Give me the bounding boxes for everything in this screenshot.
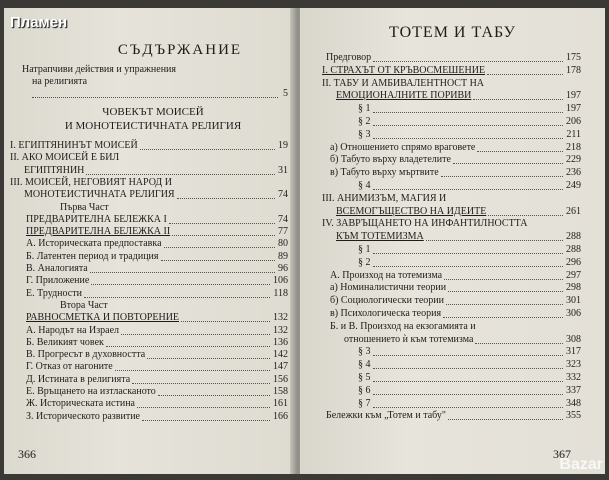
toc-page-number: 147 <box>273 361 288 373</box>
toc-entry <box>322 218 581 230</box>
right-page-number: 367 <box>553 447 571 461</box>
toc-entry-text: КЪМ ТОТЕМИЗМА <box>336 231 424 243</box>
toc-entry <box>10 152 288 164</box>
toc-entry-text: § 2 <box>358 256 371 268</box>
toc-entry-text: Предговор <box>326 52 372 63</box>
toc-entry-text: в) Психологическа теория <box>330 308 442 319</box>
toc-entry <box>26 275 288 287</box>
toc-entry-text: ПРЕДВАРИТЕЛНА БЕЛЕЖКА I <box>26 213 167 225</box>
section-title: ЧОВЕКЪТ МОИСЕЙ <box>102 106 204 118</box>
toc-entry-text: МОНОТЕИСТИЧНАТА РЕЛИГИЯ <box>24 189 175 201</box>
toc-entry <box>26 288 288 300</box>
toc-page-number: 288 <box>566 231 581 243</box>
leader-dots <box>147 358 270 359</box>
leader-dots <box>177 198 275 199</box>
leader-dots <box>373 368 563 369</box>
toc-entry-text: IV. ЗАВРЪЩАНЕТО НА ИНФАНТИЛНОСТТА <box>322 218 528 230</box>
toc-page-number: 355 <box>566 410 581 422</box>
toc-entry <box>336 206 581 218</box>
toc-entry-text: Е. Трудности <box>26 287 82 299</box>
toc-entry <box>10 177 288 189</box>
leader-dots <box>373 381 563 382</box>
leader-dots <box>453 163 563 164</box>
toc-entry <box>358 398 581 410</box>
toc-page-number: 31 <box>278 164 288 176</box>
toc-entry <box>358 359 581 371</box>
contents-title: СЪДЪРЖАНИЕ <box>117 42 243 58</box>
leader-dots <box>444 279 563 280</box>
toc-entry <box>326 410 581 422</box>
left-toc <box>4 8 296 474</box>
toc-page-number: 156 <box>273 373 288 385</box>
toc-entry <box>26 238 288 250</box>
toc-entry-text: III. АНИМИЗЪМ, МАГИЯ И <box>322 192 447 204</box>
toc-entry-text: А. Народът на Израел <box>26 324 120 336</box>
toc-entry <box>358 372 581 384</box>
toc-entry-text: ВСЕМОГЪЩЕСТВО НА ИДЕИТЕ <box>336 205 487 217</box>
toc-page-number: 77 <box>278 226 288 238</box>
toc-entry-text: б) Табуто върху владетелите <box>330 154 451 166</box>
toc-entry <box>358 103 581 115</box>
leader-dots <box>84 297 270 298</box>
leader-dots <box>373 253 563 254</box>
toc-entry <box>330 308 581 320</box>
toc-page-number: 19 <box>278 140 288 151</box>
toc-entry <box>322 193 581 205</box>
leader-dots <box>373 355 563 356</box>
leader-dots <box>477 151 563 152</box>
toc-entry <box>336 231 581 243</box>
toc-entry-text: Ж. Историческата истина <box>26 398 135 410</box>
toc-entry-text: отношението ѝ към тотемизма <box>344 333 474 345</box>
section-title: И МОНОТЕИСТИЧНАТА РЕЛИГИЯ <box>64 120 242 132</box>
toc-entry <box>60 300 288 312</box>
toc-entry-text: Г. Отказ от нагоните <box>26 361 113 373</box>
toc-entry-text: З. Историческото развитие <box>26 410 140 422</box>
leader-dots <box>158 395 270 396</box>
toc-entry-text: а) Номиналистични теории <box>330 282 447 294</box>
leader-dots <box>373 61 563 62</box>
toc-page-number: 306 <box>566 308 581 319</box>
toc-page-number: 261 <box>566 205 581 217</box>
toc-entry-text: ПРЕДВАРИТЕЛНА БЕЛЕЖКА II <box>26 226 171 238</box>
toc-entry <box>326 52 581 64</box>
leader-dots <box>140 149 275 150</box>
leader-dots <box>448 419 563 420</box>
watermark-logo: Пламен <box>10 14 68 31</box>
toc-entry <box>10 140 288 152</box>
toc-page-number: 96 <box>278 263 288 274</box>
toc-page-number: 178 <box>566 64 581 76</box>
toc-entry-text: § 5 <box>358 372 371 383</box>
toc-entry-text: Б. Великият човек <box>26 336 104 348</box>
toc-entry <box>358 180 581 192</box>
toc-entry-text: Б. и В. Произход на екзогамията и <box>330 320 476 332</box>
toc-entry <box>330 142 581 154</box>
toc-entry <box>358 346 581 358</box>
toc-page-number: 332 <box>566 372 581 383</box>
toc-page-number: 142 <box>273 349 288 361</box>
toc-page-number: 161 <box>273 398 288 410</box>
leader-dots <box>86 174 275 175</box>
toc-entry-text: Б. Латентен период и традиция <box>26 250 159 262</box>
leader-dots <box>373 266 563 267</box>
toc-entry-text: Бележки към „Тотем и табу" <box>326 410 446 422</box>
leader-dots <box>142 420 270 421</box>
toc-page-number: 206 <box>566 116 581 127</box>
left-page <box>4 8 296 474</box>
toc-entry-text: В. Аналогията <box>26 263 88 274</box>
toc-entry <box>322 65 581 77</box>
toc-page-number: 106 <box>273 275 288 287</box>
leader-dots <box>446 304 563 305</box>
toc-entry-text: I. СТРАХЪТ ОТ КРЪВОСМЕШЕНИЕ <box>322 64 486 76</box>
toc-page-number: 348 <box>566 397 581 409</box>
leader-dots <box>373 394 563 395</box>
right-toc <box>300 8 605 474</box>
watermark-bazar: Bazar <box>559 456 603 473</box>
toc-entry <box>26 312 288 324</box>
leader-dots <box>373 407 563 408</box>
toc-entry <box>26 398 288 410</box>
toc-entry-text: В. Прогресът в духовността <box>26 349 146 361</box>
leader-dots <box>373 189 563 190</box>
toc-page-number: 136 <box>273 336 288 348</box>
leader-dots <box>448 291 563 292</box>
toc-entry <box>26 374 288 386</box>
leader-dots <box>115 370 270 371</box>
intro-line: на религията <box>32 76 88 87</box>
leader-dots <box>91 284 270 285</box>
toc-entry <box>26 386 288 398</box>
toc-entry-text: § 1 <box>358 244 371 255</box>
toc-entry <box>26 325 288 337</box>
toc-page-number: 80 <box>278 238 288 250</box>
toc-page-number: 297 <box>566 269 581 281</box>
toc-entry <box>358 116 581 128</box>
toc-entry <box>336 90 581 102</box>
leader-dots <box>473 99 563 100</box>
leader-dots <box>373 125 563 126</box>
toc-page-number: 296 <box>566 256 581 268</box>
toc-entry <box>26 226 288 238</box>
toc-entry-text: § 4 <box>358 359 371 371</box>
toc-entry <box>330 282 581 294</box>
toc-entry-text: § 6 <box>358 384 371 396</box>
toc-entry-text: А. Произход на тотемизма <box>330 269 443 281</box>
toc-entry-text: I. ЕГИПТЯНИНЪТ МОИСЕЙ <box>10 140 138 151</box>
toc-entry <box>26 361 288 373</box>
toc-entry-text: ЕМОЦИОНАЛНИТЕ ПОРИВИ <box>336 90 472 102</box>
leader-dots <box>441 176 563 177</box>
toc-entry-text: II. ТАБУ И АМБИВАЛЕНТНОСТ НА <box>322 77 485 89</box>
toc-page-number: 118 <box>273 287 288 299</box>
toc-entry <box>24 189 288 201</box>
leader-dots <box>373 112 563 113</box>
toc-entry-text: § 7 <box>358 397 371 409</box>
right-title: ТОТЕМ И ТАБУ <box>389 24 516 41</box>
toc-entry-text: Е. Връщането на изтласканото <box>26 386 156 397</box>
toc-page-number: 229 <box>566 154 581 166</box>
toc-entry-text: Първа Част <box>60 201 109 213</box>
toc-entry-text: Г. Приложение <box>26 275 90 287</box>
toc-page-number: 218 <box>566 141 581 153</box>
intro-line: Натрапчиви действия и упражнения <box>22 64 177 75</box>
toc-entry <box>26 349 288 361</box>
leader-dots <box>106 346 270 347</box>
leader-dots <box>181 321 270 322</box>
leader-dots <box>90 272 275 273</box>
leader-dots <box>161 260 275 261</box>
toc-page-number: 175 <box>566 52 581 63</box>
toc-entry-text: А. Историческата предпоставка <box>26 238 162 250</box>
toc-page-number: 211 <box>566 128 581 140</box>
toc-entry-text: Втора Част <box>60 299 108 311</box>
toc-entry <box>344 334 581 346</box>
leader-dots <box>164 247 275 248</box>
intro-page: 5 <box>283 88 288 99</box>
leader-dots <box>137 407 270 408</box>
toc-entry <box>322 78 581 90</box>
toc-page-number: 197 <box>566 90 581 102</box>
toc-entry-text: ЕГИПТЯНИН <box>24 164 85 176</box>
toc-entry <box>330 154 581 166</box>
toc-entry-text: а) Отношението спрямо враговете <box>330 141 476 153</box>
toc-entry <box>26 411 288 423</box>
toc-page-number: 337 <box>566 384 581 396</box>
toc-entry <box>26 251 288 263</box>
leader-dots <box>373 138 563 139</box>
toc-page-number: 132 <box>273 312 288 324</box>
toc-page-number: 288 <box>566 244 581 255</box>
toc-page-number: 158 <box>273 386 288 397</box>
toc-entry-text: РАВНОСМЕТКА И ПОВТОРЕНИЕ <box>26 312 180 324</box>
toc-page-number: 197 <box>566 103 581 115</box>
toc-page-number: 166 <box>273 410 288 422</box>
toc-entry <box>358 257 581 269</box>
toc-entry-text: Д. Истината в религията <box>26 373 131 385</box>
toc-entry <box>330 321 581 333</box>
toc-entry <box>330 295 581 307</box>
toc-entry <box>24 165 288 177</box>
toc-entry <box>60 202 288 214</box>
leader-dots <box>426 240 563 241</box>
leader-dots <box>169 223 275 224</box>
toc-entry-text: § 2 <box>358 116 371 127</box>
toc-page-number: 323 <box>566 359 581 371</box>
toc-entry <box>330 167 581 179</box>
toc-entry <box>358 385 581 397</box>
toc-entry <box>26 214 288 226</box>
toc-entry-text: III. МОИСЕЙ, НЕГОВИЯТ НАРОД И <box>10 176 172 188</box>
leader-dots <box>132 383 270 384</box>
toc-page-number: 89 <box>278 250 288 262</box>
toc-entry-text: II. АКО МОИСЕЙ Е БИЛ <box>10 152 120 164</box>
leader-dots <box>487 74 563 75</box>
toc-page-number: 236 <box>566 167 581 179</box>
toc-page-number: 74 <box>278 213 288 225</box>
toc-page-number: 298 <box>566 282 581 294</box>
toc-page-number: 249 <box>566 180 581 191</box>
toc-page-number: 317 <box>566 346 581 358</box>
toc-entry <box>330 270 581 282</box>
leader-dots <box>172 235 275 236</box>
left-page-number: 366 <box>18 447 36 461</box>
toc-page-number: 301 <box>566 295 581 307</box>
toc-entry <box>26 337 288 349</box>
toc-entry <box>358 129 581 141</box>
toc-entry-text: в) Табуто върху мъртвите <box>330 167 439 179</box>
leader-dots <box>488 215 563 216</box>
leader-dots <box>443 317 563 318</box>
leader-dots <box>121 334 270 335</box>
toc-entry-text: § 3 <box>358 128 371 140</box>
toc-entry-text: б) Социологически теории <box>330 295 444 307</box>
toc-entry <box>26 263 288 275</box>
leader-dots <box>475 343 563 344</box>
toc-page-number: 132 <box>273 324 288 336</box>
toc-page-number: 308 <box>566 333 581 345</box>
toc-page-number: 74 <box>278 189 288 201</box>
right-page <box>300 8 605 474</box>
toc-entry-text: § 3 <box>358 346 371 358</box>
toc-entry <box>358 244 581 256</box>
toc-entry-text: § 1 <box>358 103 371 115</box>
leader-dots <box>32 88 278 100</box>
toc-entry-text: § 4 <box>358 180 371 191</box>
